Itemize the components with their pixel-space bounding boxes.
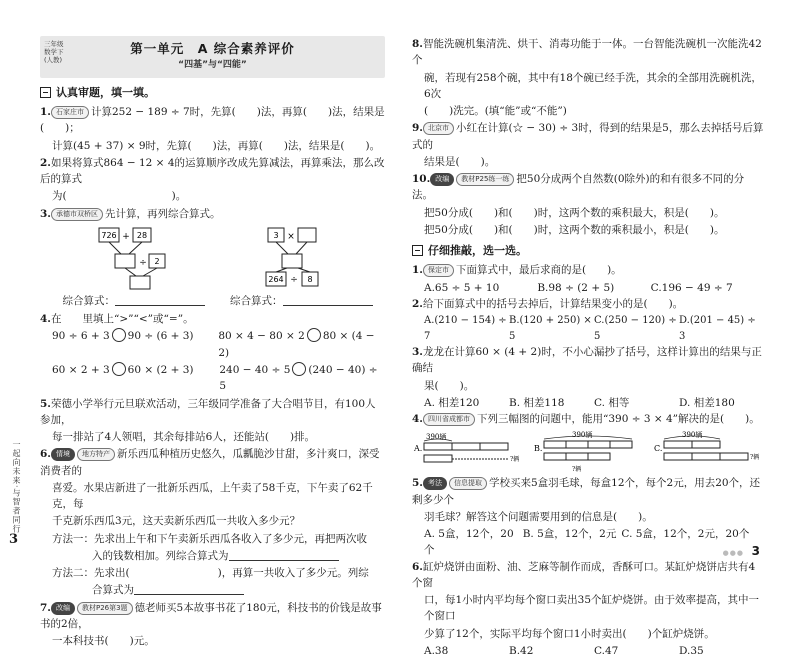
expression: 80 × (4 − 2): [218, 330, 375, 359]
options-row: [412, 526, 764, 559]
bar-segment: [588, 441, 610, 448]
subject-label: 数学下: [44, 48, 64, 57]
option-a[interactable]: A.38: [424, 645, 449, 658]
choice-4: [412, 411, 764, 427]
diagram-line: [298, 268, 310, 272]
box-b: [298, 228, 316, 242]
question-6: [40, 446, 385, 479]
choice-5: [412, 475, 764, 508]
bar-segment: [424, 443, 452, 450]
question-9: [412, 120, 764, 153]
question-text: 羽毛球？解答这个问题需要用到的信息是( )。: [424, 510, 653, 523]
expression: 90 ÷ 6 + 3: [52, 330, 110, 343]
bar-label: 390辆: [426, 433, 447, 442]
method-2: [40, 565, 385, 581]
question-text: 小红在计算(☆ − 30) ÷ 3时，得到的结果是5，那么去掉括号后算式的: [412, 122, 764, 151]
method-text: 入的钱数相加。列综合算式为: [92, 549, 229, 562]
question-number: 1.: [40, 106, 51, 119]
bar-segment: [424, 455, 452, 462]
question-mark-label: ?辆: [572, 466, 582, 474]
question-text: 口，每1小时内平均每个窗口卖出35个缸炉烧饼。由于效率提高，其中一个窗口: [424, 594, 760, 623]
bar-segment: [664, 441, 692, 448]
method-1: [40, 531, 385, 547]
option-c[interactable]: C.196 − 49 ÷ 7: [650, 281, 733, 294]
options-row: [412, 643, 764, 659]
answer-line[interactable]: [115, 295, 205, 306]
expression: 80 × 4 − 80 × 2: [218, 330, 305, 343]
bar-segment: [480, 443, 508, 450]
section-icon: [412, 245, 423, 256]
formula-1: [63, 293, 206, 309]
answer-line[interactable]: [229, 550, 339, 561]
option-b[interactable]: B. 5盒，12个，2元: [522, 528, 617, 541]
option-label: A.: [414, 444, 423, 454]
compare-row-2: [40, 362, 385, 395]
region-tag: 保定市: [423, 264, 454, 277]
option-d[interactable]: D. 相差180: [679, 396, 735, 409]
context-tag: 考法: [423, 477, 447, 490]
question-number: 9.: [412, 122, 423, 135]
region-tag: 承德市双桥区: [51, 208, 103, 221]
expression: 90 ÷ (6 + 3): [127, 330, 194, 343]
compare-circle[interactable]: [292, 362, 306, 376]
options-row: [412, 313, 764, 344]
bar-label: 390辆: [682, 431, 703, 440]
bar-segment: [566, 453, 588, 460]
question-number: 6.: [40, 448, 51, 461]
question-text: 计算252 − 189 ÷ 7时，先算( )法，再算( )法，结果是( )；: [40, 106, 385, 135]
region-tag: 北京市: [423, 122, 454, 135]
choice-3: [412, 344, 764, 377]
section-title: 仔细推敲，选一选。: [428, 244, 527, 258]
question-text: 把50分成( )和( )时，这两个数的乘积最小，积是( )。: [424, 223, 725, 236]
section-icon: [40, 87, 51, 98]
diagram-number: 28: [137, 230, 148, 240]
region-tag: 四川省成都市: [423, 413, 475, 426]
question-10: [412, 171, 764, 204]
question-text: 给下面算式中的括号去掉后，计算结果变小的是( )。: [422, 297, 684, 310]
option-a[interactable]: A. 相差120: [424, 396, 480, 409]
question-number: 7.: [40, 601, 51, 614]
calc-diagram-1: [81, 224, 171, 290]
method-text: 先求出上午和下午卖新乐西瓜各收入了多少元，再把两次收: [94, 532, 367, 545]
question-text: 每一排站了4人领唱，其余每排站6人，还能站( )排。: [52, 431, 316, 444]
expression: 60 × 2 + 3: [52, 363, 110, 376]
question-text: 德老师买5本故事书花了180元，科技书的价钱是故事书的2倍，: [40, 601, 382, 630]
diagram-number: 3: [273, 230, 279, 240]
answer-line[interactable]: [283, 295, 373, 306]
question-7: [40, 600, 385, 633]
bar-segment: [566, 441, 588, 448]
diagram-number: 8: [307, 274, 313, 284]
question-text: 千克新乐西瓜3元，这天卖新乐西瓜一共收入多少元？: [52, 515, 301, 528]
spine-mark: 3: [9, 532, 19, 547]
question-5: [40, 396, 385, 429]
page-number: 3: [751, 544, 760, 558]
expression: (240 − 40) ÷ 5: [219, 363, 378, 393]
topic-tag: 信息提取: [449, 477, 487, 490]
context-tag: 改编: [430, 173, 454, 186]
question-text: 下面算式中，最后求商的是( )。: [455, 264, 622, 277]
diagram-line: [296, 242, 307, 254]
question-mark-label: ?辆: [750, 454, 760, 462]
textbook-tag: 教材P26第3题: [77, 602, 133, 615]
bar-segment: [544, 453, 566, 460]
bar-segment: [610, 441, 632, 448]
bar-segment: [720, 453, 748, 460]
section-fill-in: [40, 84, 385, 101]
compare-pair: [218, 328, 385, 361]
grade-label: 三年级: [44, 40, 64, 48]
diagram-number: 264: [268, 274, 284, 284]
compare-row-1: [40, 328, 385, 361]
question-text: 结果是( )。: [424, 155, 496, 168]
region-tag: 石家庄市: [51, 106, 89, 119]
section-title: 认真审题，填一填。: [56, 86, 155, 99]
box-final: [130, 276, 150, 289]
question-text: 智能洗碗机集清洗、烘干、消毒功能于一体。一台智能洗碗机一次能洗42个: [412, 38, 762, 67]
context-tag: 改编: [51, 602, 75, 615]
question-text: 新乐西瓜种植历史悠久，瓜瓤脆沙甘甜，多汁爽口，深受消费者的: [40, 448, 380, 477]
question-number: 4.: [412, 413, 423, 426]
bar-segment: [664, 453, 692, 460]
option-c[interactable]: C.47: [594, 645, 619, 658]
unit-header: [40, 36, 385, 78]
bar-diagram-c: [652, 429, 764, 473]
question-text: ( )洗完。(填“能”或“不能”): [424, 105, 567, 118]
unit-title: 第一单元 A 综合素养评价: [130, 41, 295, 56]
section-choose: [412, 242, 764, 259]
question-4: [40, 311, 385, 327]
option-c[interactable]: C. 5盒，12个，2元，20个: [621, 528, 750, 541]
option-label: B.: [534, 444, 543, 454]
diagram-number: 2: [154, 256, 160, 266]
question-number: 5.: [40, 397, 51, 410]
compare-circle[interactable]: [112, 362, 126, 376]
option-c[interactable]: C.(250 − 120) ÷ 5: [594, 315, 677, 342]
option-d[interactable]: D.35: [679, 645, 704, 658]
question-number: 4.: [40, 313, 51, 326]
context-tag: 情境: [51, 448, 75, 461]
options-row: [412, 395, 764, 411]
question-number: 6.: [412, 560, 423, 573]
question-1: [40, 104, 385, 137]
topic-tag: 地方特产: [77, 448, 115, 461]
bar-segment: [692, 441, 720, 448]
question-text: 把50分成( )和( )时，这两个数的乘积最大，积是( )。: [424, 206, 725, 219]
question-text: 少算了12个，实际平均每个窗口1小时卖出( )个缸炉烧饼。: [424, 627, 715, 640]
method-text: 方法二：先求出(: [52, 567, 130, 580]
question-number: 3.: [412, 346, 423, 359]
question-text: 喜爱。水果店新进了一批新乐西瓜，上午卖了58千克，下午卖了62千克，每: [52, 481, 373, 511]
question-text: 先计算，再列综合算式。: [104, 207, 221, 220]
question-number: 8.: [412, 38, 423, 50]
question-number: 3.: [40, 207, 51, 220]
calc-diagrams: [40, 224, 385, 290]
compare-pair: [52, 362, 219, 395]
diagram-line: [125, 268, 136, 276]
option-label: C.: [654, 444, 663, 454]
option-a[interactable]: A. 5盒，12个，20个: [424, 528, 514, 557]
textbook-tag: 教材P25练一练: [456, 173, 514, 186]
question-text: 学校买来5盒羽毛球，每盒12个，每个2元，用去20个，还剩多少个: [412, 477, 761, 506]
bar-segment: [544, 441, 566, 448]
question-2: [40, 155, 385, 188]
options-row: [412, 280, 764, 296]
question-mark-label: ?辆: [510, 456, 520, 464]
method-text: 合算式为: [92, 584, 134, 597]
diagram-operator: +: [122, 231, 131, 242]
diagram-operator: ÷: [289, 274, 298, 285]
diagram-number: 726: [101, 230, 117, 240]
option-c[interactable]: C. 相等: [594, 396, 630, 409]
compare-circle[interactable]: [112, 328, 126, 342]
choice-2: [412, 296, 764, 312]
method-text: )，再算一共收入了多少元。列综: [217, 567, 369, 580]
bar-segment: [588, 453, 610, 460]
method-2-cont: [40, 582, 385, 598]
diagram-operator: ×: [286, 231, 295, 242]
bar-segment: [692, 453, 720, 460]
question-text: 下列三幅图的问题中，能用“390 ÷ 3 × 4”解决的是( )。: [476, 413, 760, 426]
edition-label: (人教): [44, 56, 63, 65]
diagram-line: [276, 268, 287, 272]
expression: 240 − 40 ÷ 5: [219, 363, 291, 376]
choice-1: [412, 262, 764, 278]
question-text: 在 里填上“>”“<”或“=”。: [50, 313, 194, 326]
bar-segment: [452, 443, 480, 450]
footer-dots: ●●●: [722, 549, 744, 557]
formula-row: [40, 293, 385, 309]
question-number: 10.: [412, 173, 431, 186]
question-text: 缸炉烧饼由面粉、油、芝麻等制作而成，香酥可口。某缸炉烧饼店共有4个窗: [412, 560, 756, 589]
expression: 60 × (2 + 3): [127, 363, 194, 376]
question-number: 1.: [412, 264, 423, 277]
compare-circle[interactable]: [307, 328, 321, 342]
question-text: 为( )。: [52, 190, 187, 203]
spine-text: 一起向未来·与智者同行: [12, 440, 21, 534]
option-d[interactable]: D.(201 − 45) ÷ 3: [679, 315, 756, 342]
method-label: 方法一：: [52, 532, 94, 545]
question-text: 如果将算式864 − 12 × 4的运算顺序改成先算减法，再算乘法，那么改后的算式: [40, 156, 385, 186]
option-b[interactable]: B. 相差118: [509, 396, 565, 409]
question-number: 5.: [412, 477, 423, 490]
formula-2: [230, 293, 373, 309]
formula-label: 综合算式：: [230, 294, 283, 307]
question-text: 荣德小学举行元旦联欢活动，三年级同学准备了大合唱节目，有100人参加，: [40, 397, 376, 426]
diagram-line: [276, 242, 288, 254]
diagram-operator: ÷: [139, 257, 148, 268]
method-1-cont: [40, 548, 385, 564]
calc-diagram-2: [254, 224, 344, 290]
question-text: 碗，若现有258个碗，其中有18个碗已经手洗，其余的全部用洗碗机洗，6次: [424, 71, 762, 100]
question-8: [412, 36, 764, 69]
question-number: 2.: [40, 156, 51, 169]
question-3: [40, 206, 385, 222]
bar-diagrams: [412, 429, 764, 473]
compare-pair: [219, 362, 385, 395]
formula-label: 综合算式：: [62, 294, 115, 307]
option-a[interactable]: A.(210 − 154) ÷ 7: [424, 315, 507, 342]
box-mid: [282, 254, 302, 268]
question-text: 计算(45 + 37) × 9时，先算( )法，再算( )法，结果是( )。: [52, 139, 381, 152]
unit-subtitle: “四基”与“四能”: [178, 60, 247, 70]
diagram-line: [109, 242, 121, 254]
compare-pair: [52, 328, 218, 361]
question-text: 把50分成两个自然数(0除外)的和有很多不同的分法。: [412, 173, 745, 202]
question-number: 2.: [412, 297, 423, 310]
bar-diagram-b: [532, 429, 644, 473]
option-b[interactable]: B.98 ÷ (2 + 5): [537, 281, 615, 294]
box-result: [115, 254, 135, 268]
option-a[interactable]: A.65 ÷ 5 + 10: [424, 281, 500, 294]
right-column: [412, 36, 764, 659]
question-text: 果( )。: [424, 379, 475, 392]
question-text: 一本科技书( )元。: [52, 635, 155, 648]
bar-diagram-a: [412, 429, 524, 473]
question-text: 龙龙在计算60 × (4 + 2)时，不小心漏抄了括号，这样计算出的结果与正确结: [412, 346, 762, 375]
choice-6: [412, 559, 764, 592]
bar-label: 390辆: [572, 431, 593, 440]
answer-line[interactable]: [134, 584, 244, 595]
option-b[interactable]: B.(120 + 250) × 5: [509, 315, 592, 342]
option-b[interactable]: B.42: [509, 645, 534, 658]
left-column: [40, 36, 385, 650]
diagram-line: [129, 242, 142, 254]
diagram-line: [143, 268, 157, 276]
